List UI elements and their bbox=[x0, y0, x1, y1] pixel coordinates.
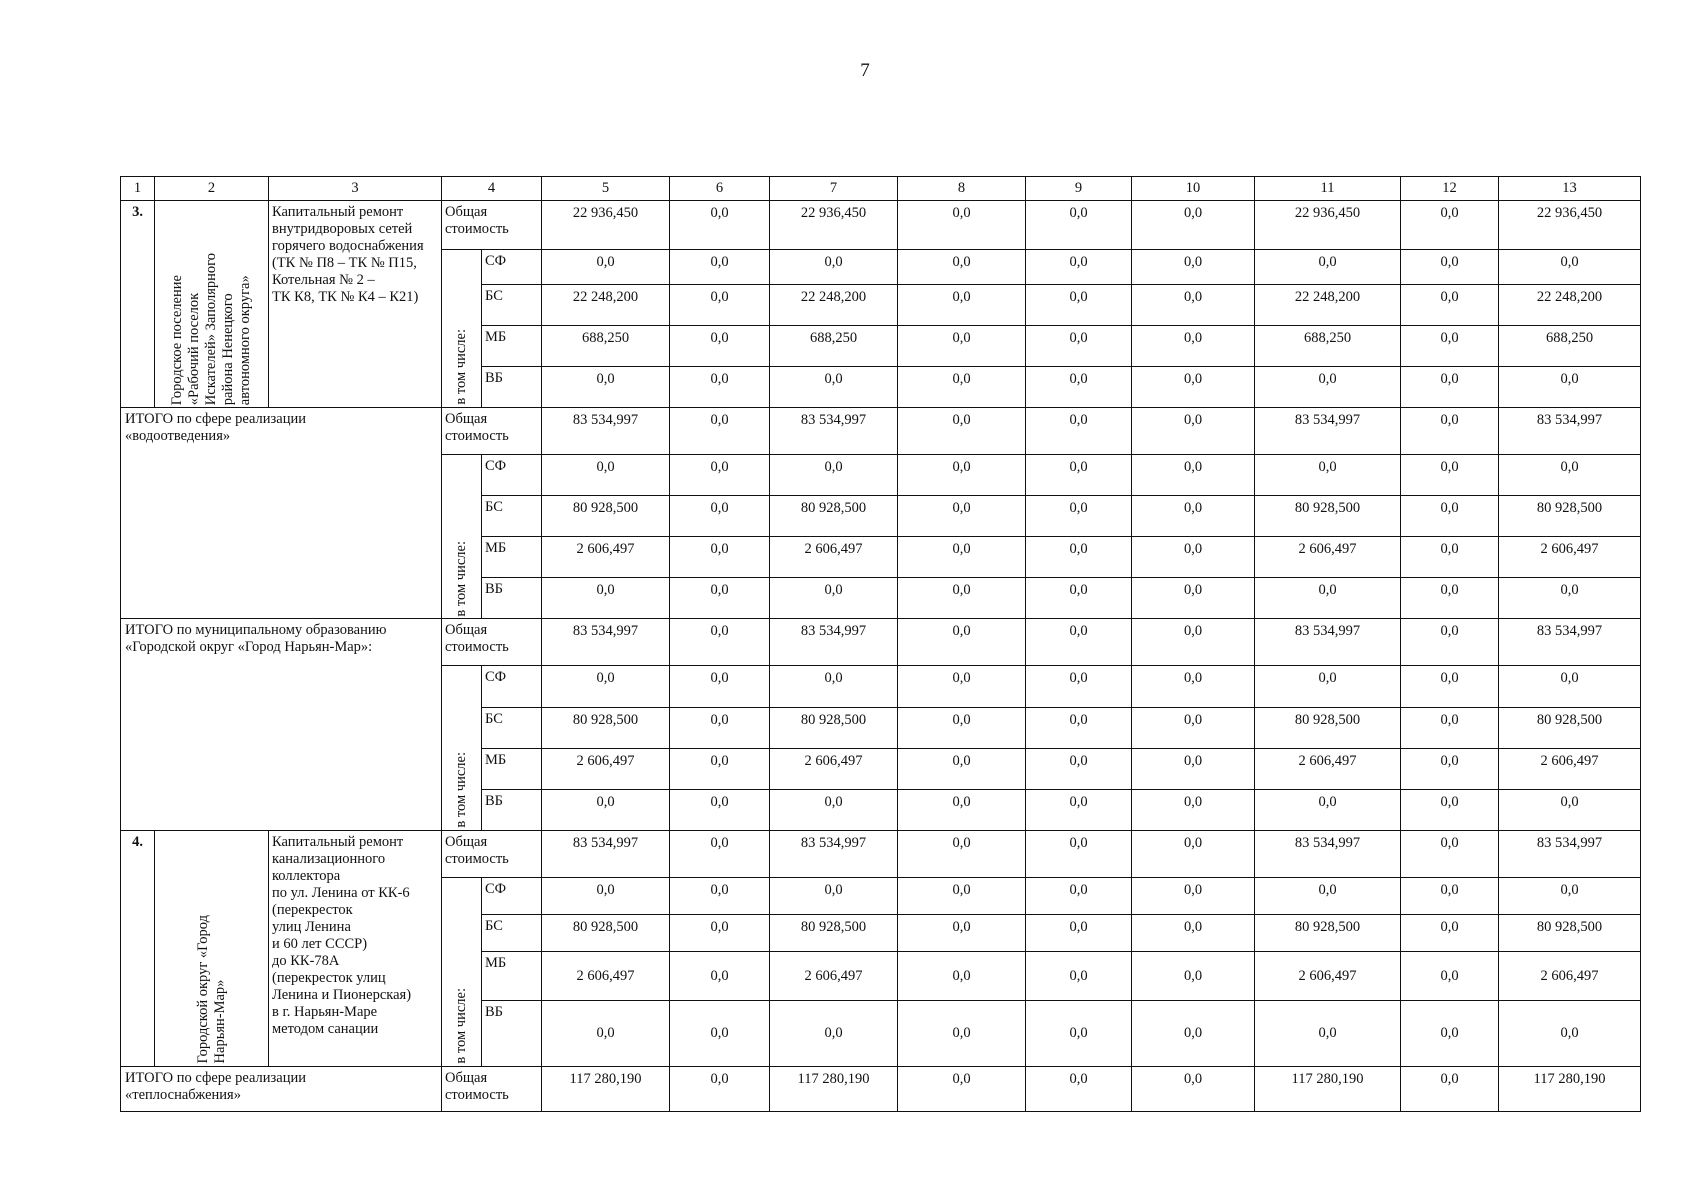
value-cell: 0,0 bbox=[898, 707, 1026, 748]
source-label: ВБ bbox=[482, 366, 542, 407]
col-header: 6 bbox=[670, 177, 770, 201]
value-cell: 0,0 bbox=[1026, 455, 1132, 496]
including-label-cell bbox=[442, 455, 482, 619]
total-vodo-row bbox=[121, 407, 1641, 454]
value-cell: 2 606,497 bbox=[542, 537, 670, 578]
total-mo-row bbox=[121, 619, 1641, 666]
source-label: СФ bbox=[482, 877, 542, 914]
value-cell: 0,0 bbox=[670, 284, 770, 325]
value-cell: 0,0 bbox=[1132, 366, 1255, 407]
including-label-cell bbox=[442, 666, 482, 830]
value-cell: 80 928,500 bbox=[1499, 496, 1641, 537]
value-cell: 0,0 bbox=[1401, 951, 1499, 1000]
value-cell: 0,0 bbox=[898, 578, 1026, 619]
value-cell: 0,0 bbox=[898, 284, 1026, 325]
value-cell: 0,0 bbox=[670, 951, 770, 1000]
value-cell: 80 928,500 bbox=[770, 707, 898, 748]
value-cell: 0,0 bbox=[1132, 789, 1255, 830]
value-cell: 0,0 bbox=[770, 455, 898, 496]
value-cell: 2 606,497 bbox=[770, 748, 898, 789]
value-cell: 0,0 bbox=[1401, 284, 1499, 325]
total-cost-label: Общая стоимость bbox=[442, 830, 542, 877]
source-label: ВБ bbox=[482, 578, 542, 619]
value-cell: 0,0 bbox=[1499, 877, 1641, 914]
value-cell: 117 280,190 bbox=[770, 1066, 898, 1111]
value-cell: 0,0 bbox=[1255, 1000, 1401, 1066]
value-cell: 80 928,500 bbox=[1499, 707, 1641, 748]
value-cell: 0,0 bbox=[542, 455, 670, 496]
source-label: ВБ bbox=[482, 789, 542, 830]
value-cell: 0,0 bbox=[1499, 455, 1641, 496]
value-cell: 83 534,997 bbox=[1255, 830, 1401, 877]
value-cell: 0,0 bbox=[670, 366, 770, 407]
value-cell: 0,0 bbox=[1499, 666, 1641, 707]
value-cell: 0,0 bbox=[898, 619, 1026, 666]
value-cell: 0,0 bbox=[1401, 619, 1499, 666]
total-label: ИТОГО по сфере реализации «водоотведения» bbox=[121, 407, 442, 618]
value-cell: 0,0 bbox=[898, 748, 1026, 789]
value-cell: 0,0 bbox=[898, 249, 1026, 284]
value-cell: 0,0 bbox=[1132, 1066, 1255, 1111]
value-cell: 0,0 bbox=[898, 1000, 1026, 1066]
municipality-cell bbox=[155, 200, 269, 407]
item4-total-row bbox=[121, 830, 1641, 877]
value-cell: 0,0 bbox=[1401, 666, 1499, 707]
value-cell: 0,0 bbox=[1132, 748, 1255, 789]
value-cell: 22 248,200 bbox=[1255, 284, 1401, 325]
col-header: 10 bbox=[1132, 177, 1255, 201]
value-cell: 0,0 bbox=[670, 496, 770, 537]
value-cell: 0,0 bbox=[1026, 578, 1132, 619]
total-label: ИТОГО по сфере реализации «теплоснабжения» bbox=[121, 1066, 442, 1111]
value-cell: 0,0 bbox=[1132, 455, 1255, 496]
value-cell: 80 928,500 bbox=[1255, 707, 1401, 748]
value-cell: 0,0 bbox=[898, 537, 1026, 578]
source-label: СФ bbox=[482, 249, 542, 284]
value-cell: 83 534,997 bbox=[770, 407, 898, 454]
value-cell: 2 606,497 bbox=[1499, 951, 1641, 1000]
value-cell: 83 534,997 bbox=[770, 619, 898, 666]
value-cell: 0,0 bbox=[1401, 578, 1499, 619]
value-cell: 83 534,997 bbox=[770, 830, 898, 877]
item3-total-row bbox=[121, 200, 1641, 249]
source-label: МБ bbox=[482, 748, 542, 789]
value-cell: 2 606,497 bbox=[542, 951, 670, 1000]
total-cost-label: Общая стоимость bbox=[442, 407, 542, 454]
value-cell: 80 928,500 bbox=[542, 496, 670, 537]
value-cell: 0,0 bbox=[1132, 325, 1255, 366]
value-cell: 0,0 bbox=[1026, 748, 1132, 789]
value-cell: 0,0 bbox=[1499, 1000, 1641, 1066]
value-cell: 0,0 bbox=[1026, 496, 1132, 537]
value-cell: 0,0 bbox=[1401, 1000, 1499, 1066]
value-cell: 2 606,497 bbox=[770, 951, 898, 1000]
source-label: МБ bbox=[482, 951, 542, 1000]
value-cell: 0,0 bbox=[1132, 951, 1255, 1000]
value-cell: 2 606,497 bbox=[542, 748, 670, 789]
value-cell: 0,0 bbox=[1132, 496, 1255, 537]
source-label: СФ bbox=[482, 666, 542, 707]
value-cell: 0,0 bbox=[1401, 537, 1499, 578]
value-cell: 0,0 bbox=[1132, 914, 1255, 951]
value-cell: 0,0 bbox=[542, 249, 670, 284]
value-cell: 0,0 bbox=[1132, 200, 1255, 249]
value-cell: 0,0 bbox=[770, 877, 898, 914]
col-header: 2 bbox=[155, 177, 269, 201]
value-cell: 80 928,500 bbox=[542, 914, 670, 951]
value-cell: 0,0 bbox=[1255, 877, 1401, 914]
value-cell: 0,0 bbox=[1255, 789, 1401, 830]
value-cell: 0,0 bbox=[898, 830, 1026, 877]
project-name: Капитальный ремонт канализационного коллектора по ул. Ленина от КК-6 (перекресток улиц Ленина и 60 лет СССР) до КК-78А (перекресток улиц Ленина и Пионерская) в г. Нарьян-Маре методом санации bbox=[269, 830, 442, 1066]
including-label-cell bbox=[442, 249, 482, 407]
value-cell: 688,250 bbox=[1499, 325, 1641, 366]
col-header: 12 bbox=[1401, 177, 1499, 201]
value-cell: 2 606,497 bbox=[1499, 748, 1641, 789]
source-label: ВБ bbox=[482, 1000, 542, 1066]
including-label: в том числе: bbox=[453, 988, 469, 1064]
value-cell: 0,0 bbox=[1026, 951, 1132, 1000]
total-cost-label: Общая стоимость bbox=[442, 200, 542, 249]
value-cell: 0,0 bbox=[1132, 877, 1255, 914]
value-cell: 0,0 bbox=[898, 325, 1026, 366]
col-header: 8 bbox=[898, 177, 1026, 201]
value-cell: 0,0 bbox=[1132, 1000, 1255, 1066]
value-cell: 0,0 bbox=[670, 619, 770, 666]
value-cell: 83 534,997 bbox=[1499, 619, 1641, 666]
value-cell: 0,0 bbox=[670, 789, 770, 830]
municipality-name: Городской округ «Город Нарьян-Мар» bbox=[194, 915, 228, 1064]
item-number: 4. bbox=[121, 830, 155, 1066]
value-cell: 0,0 bbox=[1026, 1000, 1132, 1066]
value-cell: 80 928,500 bbox=[1255, 914, 1401, 951]
value-cell: 0,0 bbox=[1255, 455, 1401, 496]
value-cell: 2 606,497 bbox=[1255, 748, 1401, 789]
value-cell: 0,0 bbox=[770, 1000, 898, 1066]
value-cell: 83 534,997 bbox=[542, 407, 670, 454]
value-cell: 0,0 bbox=[1401, 200, 1499, 249]
value-cell: 0,0 bbox=[1132, 537, 1255, 578]
value-cell: 0,0 bbox=[1132, 578, 1255, 619]
value-cell: 0,0 bbox=[898, 407, 1026, 454]
value-cell: 0,0 bbox=[1026, 249, 1132, 284]
value-cell: 0,0 bbox=[1499, 789, 1641, 830]
value-cell: 0,0 bbox=[1499, 578, 1641, 619]
value-cell: 0,0 bbox=[1026, 200, 1132, 249]
value-cell: 0,0 bbox=[1401, 496, 1499, 537]
value-cell: 0,0 bbox=[898, 1066, 1026, 1111]
value-cell: 0,0 bbox=[1401, 455, 1499, 496]
value-cell: 0,0 bbox=[1026, 284, 1132, 325]
value-cell: 0,0 bbox=[1401, 325, 1499, 366]
value-cell: 0,0 bbox=[542, 877, 670, 914]
investment-table bbox=[120, 176, 1641, 1112]
value-cell: 0,0 bbox=[1401, 1066, 1499, 1111]
including-label: в том числе: bbox=[453, 752, 469, 828]
value-cell: 0,0 bbox=[1026, 707, 1132, 748]
value-cell: 83 534,997 bbox=[1499, 830, 1641, 877]
value-cell: 0,0 bbox=[542, 578, 670, 619]
value-cell: 0,0 bbox=[670, 666, 770, 707]
source-label: МБ bbox=[482, 537, 542, 578]
value-cell: 0,0 bbox=[770, 666, 898, 707]
value-cell: 22 248,200 bbox=[1499, 284, 1641, 325]
column-number-row bbox=[121, 177, 1641, 201]
source-label: БС bbox=[482, 707, 542, 748]
col-header: 5 bbox=[542, 177, 670, 201]
value-cell: 0,0 bbox=[1401, 789, 1499, 830]
value-cell: 83 534,997 bbox=[1255, 407, 1401, 454]
col-header: 3 bbox=[269, 177, 442, 201]
value-cell: 2 606,497 bbox=[1499, 537, 1641, 578]
col-header: 4 bbox=[442, 177, 542, 201]
value-cell: 0,0 bbox=[898, 200, 1026, 249]
value-cell: 0,0 bbox=[898, 366, 1026, 407]
source-label: БС bbox=[482, 496, 542, 537]
value-cell: 0,0 bbox=[1132, 619, 1255, 666]
value-cell: 0,0 bbox=[670, 877, 770, 914]
value-cell: 0,0 bbox=[670, 830, 770, 877]
value-cell: 0,0 bbox=[542, 366, 670, 407]
value-cell: 0,0 bbox=[1026, 366, 1132, 407]
value-cell: 0,0 bbox=[1401, 707, 1499, 748]
value-cell: 0,0 bbox=[670, 455, 770, 496]
value-cell: 0,0 bbox=[670, 249, 770, 284]
value-cell: 688,250 bbox=[542, 325, 670, 366]
value-cell: 0,0 bbox=[898, 914, 1026, 951]
value-cell: 0,0 bbox=[770, 249, 898, 284]
value-cell: 0,0 bbox=[1401, 877, 1499, 914]
col-header: 7 bbox=[770, 177, 898, 201]
value-cell: 0,0 bbox=[1026, 666, 1132, 707]
value-cell: 22 936,450 bbox=[1499, 200, 1641, 249]
total-label: ИТОГО по муниципальному образованию «Городской округ «Город Нарьян-Мар»: bbox=[121, 619, 442, 830]
col-header: 13 bbox=[1499, 177, 1641, 201]
value-cell: 0,0 bbox=[670, 748, 770, 789]
value-cell: 688,250 bbox=[770, 325, 898, 366]
value-cell: 0,0 bbox=[670, 914, 770, 951]
source-label: БС bbox=[482, 914, 542, 951]
value-cell: 80 928,500 bbox=[542, 707, 670, 748]
value-cell: 0,0 bbox=[1401, 366, 1499, 407]
source-label: СФ bbox=[482, 455, 542, 496]
value-cell: 80 928,500 bbox=[770, 914, 898, 951]
including-label: в том числе: bbox=[453, 540, 469, 617]
value-cell: 0,0 bbox=[1026, 914, 1132, 951]
value-cell: 0,0 bbox=[1026, 537, 1132, 578]
value-cell: 0,0 bbox=[898, 951, 1026, 1000]
value-cell: 0,0 bbox=[1026, 877, 1132, 914]
value-cell: 0,0 bbox=[1132, 830, 1255, 877]
value-cell: 0,0 bbox=[1401, 830, 1499, 877]
value-cell: 117 280,190 bbox=[1255, 1066, 1401, 1111]
including-label: в том числе: bbox=[453, 329, 469, 405]
value-cell: 0,0 bbox=[1401, 407, 1499, 454]
value-cell: 0,0 bbox=[542, 1000, 670, 1066]
value-cell: 0,0 bbox=[898, 789, 1026, 830]
value-cell: 0,0 bbox=[898, 666, 1026, 707]
value-cell: 2 606,497 bbox=[770, 537, 898, 578]
value-cell: 83 534,997 bbox=[542, 830, 670, 877]
total-teplo-row bbox=[121, 1066, 1641, 1111]
value-cell: 0,0 bbox=[1255, 666, 1401, 707]
value-cell: 0,0 bbox=[542, 789, 670, 830]
col-header: 9 bbox=[1026, 177, 1132, 201]
value-cell: 0,0 bbox=[670, 1000, 770, 1066]
value-cell: 2 606,497 bbox=[1255, 537, 1401, 578]
source-label: МБ bbox=[482, 325, 542, 366]
project-name: Капитальный ремонт внутридворовых сетей горячего водоснабжения (ТК № П8 – ТК № П15, Котельная № 2 – ТК К8, ТК № К4 – К21) bbox=[269, 200, 442, 407]
value-cell: 0,0 bbox=[1026, 619, 1132, 666]
value-cell: 117 280,190 bbox=[542, 1066, 670, 1111]
including-label-cell bbox=[442, 877, 482, 1066]
municipality-cell bbox=[155, 830, 269, 1066]
value-cell: 0,0 bbox=[670, 1066, 770, 1111]
value-cell: 0,0 bbox=[1026, 1066, 1132, 1111]
value-cell: 0,0 bbox=[670, 578, 770, 619]
value-cell: 0,0 bbox=[1132, 249, 1255, 284]
item-number: 3. bbox=[121, 200, 155, 407]
value-cell: 0,0 bbox=[898, 455, 1026, 496]
value-cell: 80 928,500 bbox=[770, 496, 898, 537]
investment-table-sheet bbox=[120, 176, 1640, 1112]
value-cell: 0,0 bbox=[1255, 578, 1401, 619]
value-cell: 0,0 bbox=[1132, 707, 1255, 748]
total-cost-label: Общая стоимость bbox=[442, 619, 542, 666]
value-cell: 0,0 bbox=[670, 407, 770, 454]
value-cell: 688,250 bbox=[1255, 325, 1401, 366]
total-cost-label: Общая стоимость bbox=[442, 1066, 542, 1111]
value-cell: 22 936,450 bbox=[770, 200, 898, 249]
value-cell: 0,0 bbox=[770, 366, 898, 407]
value-cell: 0,0 bbox=[1401, 249, 1499, 284]
col-header: 1 bbox=[121, 177, 155, 201]
value-cell: 22 248,200 bbox=[770, 284, 898, 325]
value-cell: 22 936,450 bbox=[1255, 200, 1401, 249]
value-cell: 0,0 bbox=[770, 578, 898, 619]
value-cell: 2 606,497 bbox=[1255, 951, 1401, 1000]
value-cell: 0,0 bbox=[1026, 325, 1132, 366]
value-cell: 0,0 bbox=[1255, 366, 1401, 407]
value-cell: 80 928,500 bbox=[1499, 914, 1641, 951]
value-cell: 0,0 bbox=[1026, 407, 1132, 454]
value-cell: 0,0 bbox=[1401, 914, 1499, 951]
value-cell: 83 534,997 bbox=[1255, 619, 1401, 666]
value-cell: 83 534,997 bbox=[1499, 407, 1641, 454]
col-header: 11 bbox=[1255, 177, 1401, 201]
municipality-name: Городское поселение «Рабочий поселок Искателей» Заполярного района Ненецкого автономного округа» bbox=[169, 252, 253, 405]
value-cell: 0,0 bbox=[670, 325, 770, 366]
value-cell: 0,0 bbox=[1132, 284, 1255, 325]
source-label: БС bbox=[482, 284, 542, 325]
value-cell: 0,0 bbox=[1255, 249, 1401, 284]
value-cell: 0,0 bbox=[1499, 249, 1641, 284]
value-cell: 0,0 bbox=[770, 789, 898, 830]
value-cell: 22 936,450 bbox=[542, 200, 670, 249]
page-number: 7 bbox=[860, 60, 870, 81]
value-cell: 0,0 bbox=[670, 537, 770, 578]
value-cell: 0,0 bbox=[1132, 407, 1255, 454]
value-cell: 0,0 bbox=[1132, 666, 1255, 707]
value-cell: 0,0 bbox=[1026, 830, 1132, 877]
value-cell: 83 534,997 bbox=[542, 619, 670, 666]
value-cell: 0,0 bbox=[542, 666, 670, 707]
value-cell: 0,0 bbox=[670, 200, 770, 249]
value-cell: 22 248,200 bbox=[542, 284, 670, 325]
value-cell: 0,0 bbox=[898, 496, 1026, 537]
value-cell: 0,0 bbox=[670, 707, 770, 748]
value-cell: 117 280,190 bbox=[1499, 1066, 1641, 1111]
value-cell: 0,0 bbox=[1401, 748, 1499, 789]
value-cell: 0,0 bbox=[898, 877, 1026, 914]
value-cell: 0,0 bbox=[1026, 789, 1132, 830]
value-cell: 0,0 bbox=[1499, 366, 1641, 407]
value-cell: 80 928,500 bbox=[1255, 496, 1401, 537]
